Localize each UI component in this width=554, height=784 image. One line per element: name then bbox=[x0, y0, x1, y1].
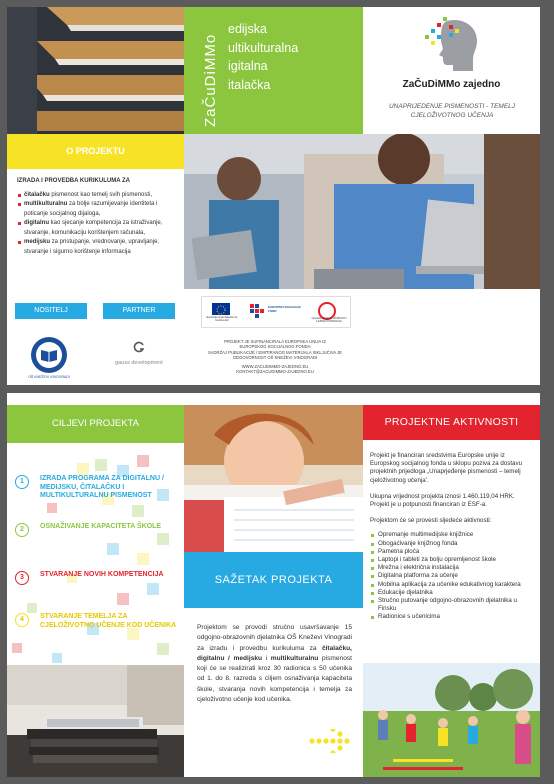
activity-item: Opremanje multimedijske knjižnice bbox=[378, 531, 534, 539]
partner-name: gauss development bbox=[115, 360, 163, 366]
section-header-o-projektu bbox=[7, 134, 184, 169]
section-header-label: SAŽETAK PROJEKTA bbox=[214, 574, 333, 586]
footer-text: PROJEKT JE SUFINANCIRALA EUROPSKA UNIJA IZ EUROPSKOG SOCIJALNOG FONDA SADRŽAJ PUBLIKACIJE / EMITIRANOG MATERIJALA ISKLJUČIVA JE ODGOVORNOST OŠ KNEŽEVI VINOGRADI WWW.ZACUDIMMO-ZAJEDNO.EU KONTAKT@ZACUDIMMO-ZAJEDNO.EU bbox=[197, 339, 353, 374]
list-item: digitalnu kao sjecanje kompetencija za istraživanje, stvaranje, komunikaciju korištenjem računala, bbox=[24, 219, 179, 238]
goal-item-3 bbox=[15, 569, 183, 605]
goal-item-2 bbox=[15, 521, 183, 557]
brand-name: ZaČuDiMMo zajedno bbox=[402, 79, 501, 90]
aktivnosti-body bbox=[370, 452, 534, 622]
section-header-ciljevi bbox=[7, 405, 184, 443]
website-link[interactable]: WWW.ZACUDIMMO-ZAJEDNO.EU bbox=[241, 363, 309, 369]
goal-item-1 bbox=[15, 473, 183, 509]
contact-email-link[interactable]: KONTAKT@ZACUDIMMO-ZAJEDNO.EU bbox=[236, 369, 314, 375]
eu-logo-strip bbox=[201, 296, 351, 328]
stairs-photo bbox=[7, 7, 184, 134]
section-lead: IZRADA I PROVEDBA KURIKULUMA ZA bbox=[17, 178, 130, 184]
title-line-medijska: edijska bbox=[228, 22, 267, 36]
goal-text: STVARANJE NOVIH KOMPETENCIJA bbox=[40, 571, 164, 578]
section-header-label: CILJEVI PROJEKTA bbox=[52, 418, 139, 429]
goal-item-4 bbox=[15, 611, 183, 647]
activity-item: Obogaćivanje knjižnog fonda bbox=[378, 540, 534, 548]
section-header-label: PROJEKTNE AKTIVNOSTI bbox=[384, 416, 519, 428]
eu-flag-icon bbox=[212, 303, 230, 315]
brochure-outer-page bbox=[7, 7, 540, 385]
brand-panel bbox=[363, 7, 540, 134]
list-item: medijsku za pristupanje, vrednovanje, upravljanje, stvaranje i sigurno korištenje informacija bbox=[24, 238, 179, 257]
activity-item: Digitalna platforma za učenje bbox=[378, 572, 534, 580]
goal-number: 3 bbox=[15, 571, 29, 585]
o-projektu-body bbox=[17, 177, 179, 257]
activity-item: Pametna ploča bbox=[378, 548, 534, 556]
list-item: čitalačku pismenost kao temelj svih pismenosti, bbox=[24, 191, 179, 201]
brand-subtitle: UNAPRIJEDENJE PISMENOSTI - TEMELJ CJELOŽIVOTNOG UČENJA bbox=[388, 103, 516, 119]
eu-text: Europska unija Zajedno do fondova EU bbox=[206, 316, 238, 322]
sazetak-body: Projektom se provodi stručno usavršavanje 15 odgojno-obrazovnih djelatnika OŠ Kneževi Vinogradi za izradu i provedbu kurikuluma za čitalačku, digitalnu / medijsku i multikulturalnu pismenost koji će se realizirati kroz 30 radionica s 50 učenika od 1. do 8. razreda s ciljem osnaživanja kapaciteta škole, stvaranja novih kompetencija i temelja za cjeloživotno učenje kod učenika. bbox=[197, 624, 352, 704]
child-writing-photo bbox=[184, 405, 363, 552]
fund-text: EUROPSKI SOCIJALNI FOND bbox=[268, 305, 301, 313]
books-tablet-photo bbox=[7, 665, 184, 777]
brochure-inner-page bbox=[7, 393, 540, 777]
opp-text: Operativni program UČINKOVITI LJUDSKI POTENCIJALI bbox=[311, 317, 347, 323]
goal-number: 4 bbox=[15, 613, 29, 627]
title-vertical: ZaČuDiMMo bbox=[202, 33, 219, 127]
title-line-citalacka: italačka bbox=[228, 77, 271, 92]
seal-text: OŠ KNEŽEVI VINOGRADI bbox=[28, 375, 70, 379]
section-header-sazetak bbox=[184, 552, 363, 608]
title-line-digitalna: igitalna bbox=[228, 59, 268, 73]
dots-arrow-decoration bbox=[309, 729, 351, 753]
children-field-photo bbox=[363, 663, 540, 777]
school-seal bbox=[31, 337, 67, 373]
activity-item: Stručno putovanje odgojno-obrazovnih djelatnika u Finsku bbox=[378, 597, 534, 613]
goal-text: STVARANJE TEMELJA ZA CJELOŽIVOTNO UČENJE KOD UČENIKA bbox=[40, 613, 177, 629]
goal-number: 2 bbox=[15, 523, 29, 537]
title-block bbox=[184, 7, 363, 134]
gauss-logo-icon bbox=[133, 341, 145, 353]
aktivnosti-lead: Projektom će se provesti sljedeće aktivnosti: bbox=[370, 517, 492, 525]
section-header-label: O PROJEKTU bbox=[66, 146, 125, 156]
activity-item: Laptopi i tableti za bolju opremljenost škole bbox=[378, 556, 534, 564]
partner-button[interactable]: PARTNER bbox=[103, 303, 175, 319]
croatia-fund-icon bbox=[250, 304, 264, 318]
section-header-aktivnosti bbox=[363, 405, 540, 440]
activity-item: Mrežna i električna instalacija bbox=[378, 564, 534, 572]
activity-item: Mobilna aplikacija za učenike edukativnog karaktera bbox=[378, 581, 534, 589]
title-line-multikulturalna: ultikulturalna bbox=[228, 40, 299, 55]
goal-text: OSNAŽIVANJE KAPACITETA ŠKOLE bbox=[40, 523, 162, 530]
list-item: multikulturalnu za bolje razumijevanje identiteta i poticanje socijalnog dijaloga, bbox=[24, 200, 179, 219]
activity-item: Radionice s učenicima bbox=[378, 613, 534, 621]
panel-divider bbox=[363, 289, 540, 385]
goal-text: IZRADA PROGRAMA ZA DIGITALNU / MEDIJSKU, ČITALAČKU I MULTIKULTURALNU PISMENOST bbox=[40, 475, 164, 499]
students-laptop-photo bbox=[184, 134, 540, 289]
aktivnosti-intro: Projekt je financiran sredstvima Europske unije iz Europskog socijalnog fonda u sklopu poziva za dostavu projektnih prijedloga „Unaprjeđenje pismenosti – temelj cjeloživotnog učenja'. bbox=[370, 452, 523, 484]
nositelj-button[interactable]: NOSITELJ bbox=[15, 303, 87, 319]
goal-number: 1 bbox=[15, 475, 29, 489]
head-logo-icon bbox=[423, 15, 485, 73]
aktivnosti-value: Ukupna vrijednost projekta iznosi 1.460.119,04 HRK. Projekt je u potpunosti financiran iz ESF-a. bbox=[370, 492, 515, 509]
book-icon bbox=[40, 348, 58, 362]
activity-item: Edukacije djelatnika bbox=[378, 589, 534, 597]
